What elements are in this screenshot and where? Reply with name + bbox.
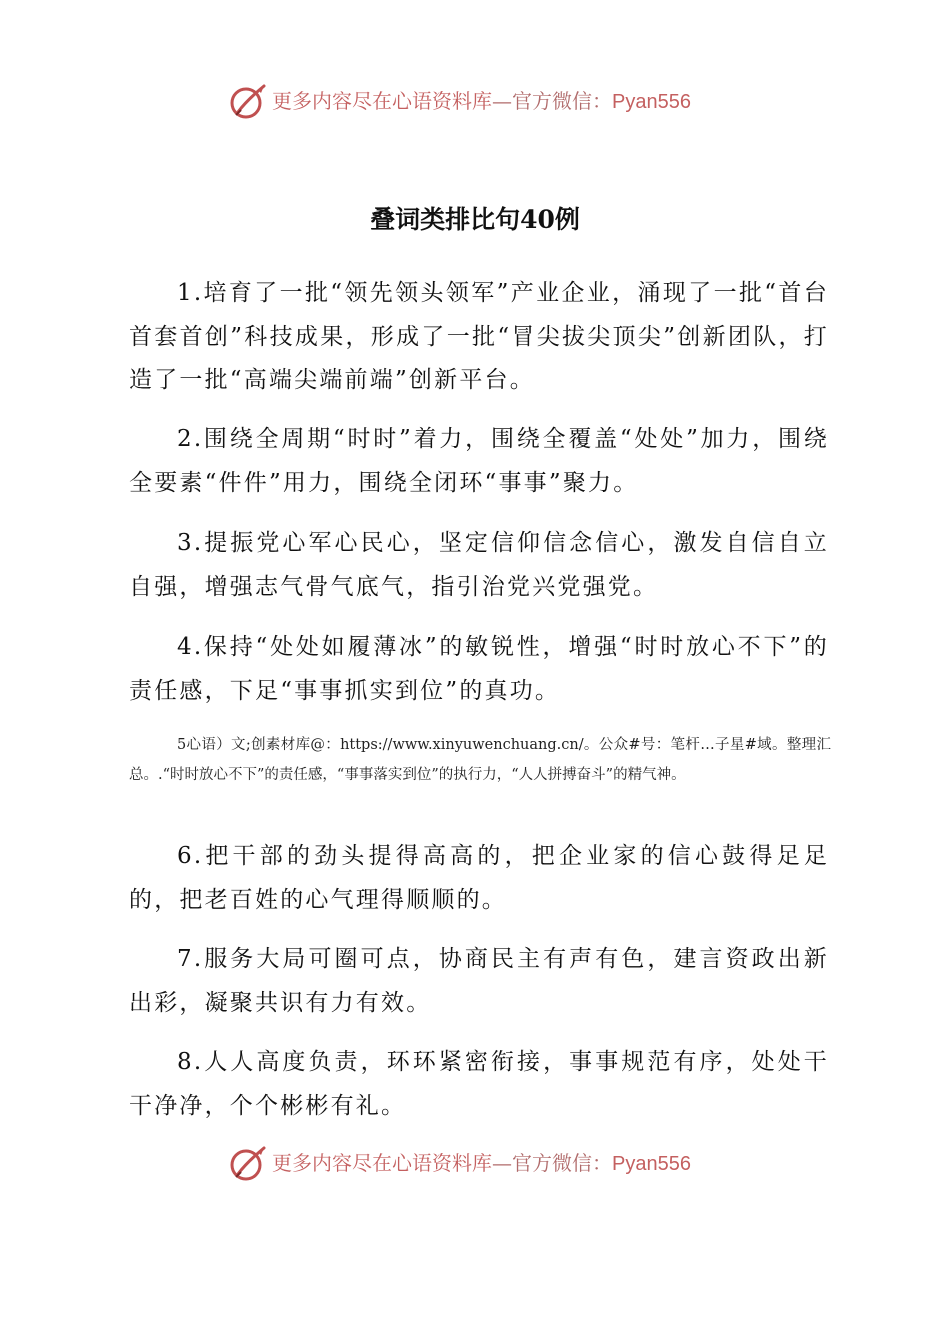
list-item: 7.服务大局可圈可点，协商民主有声有色，建言资政出新出彩，凝聚共识有力有效。 [129, 946, 829, 1016]
list-item: 8.人人高度负责，环环紧密衔接，事事规范有序，处处干干净净，个个彬彬有礼。 [129, 1049, 829, 1119]
page-title: 叠词类排比句40例 [370, 205, 580, 234]
list-item: 4.保持“处处如履薄冰”的敏锐性，增强“时时放心不下”的责任感，下足“事事抓实到位”的真功。 [129, 634, 829, 704]
list-item: 3.提振党心军心民心，坚定信仰信念信心，激发自信自立自强，增强志气骨气底气，指引治党兴党强党。 [129, 530, 829, 600]
banner-text: 更多内容尽在心语资料库—官方微信：Pyan556 [272, 89, 691, 113]
pen-logo-icon [228, 1144, 268, 1184]
header-banner [0, 80, 950, 124]
list-item: 2.围绕全周期“时时”着力，围绕全覆盖“处处”加力，围绕全要素“件件”用力，围绕全闭环“事事”聚力。 [129, 426, 829, 496]
footer-banner [0, 1142, 950, 1186]
list-item: 1.培育了一批“领先领头领军”产业企业，涌现了一批“首台首套首创”科技成果，形成了一批“冒尖拔尖顶尖”创新团队，打造了一批“高端尖端前端”创新平台。 [129, 280, 829, 393]
pen-logo-icon [228, 82, 268, 122]
source-note: 5心语）文;创素材库@：https://www.xinyuwenchuang.cn/。公众#号：笔杆…子星#域。整理汇总。.“时时放心不下”的责任感，“事事落实到位”的执行力，“人人拼搏奋斗”的精气神。 [129, 737, 831, 783]
list-item: 6.把干部的劲头提得高高的，把企业家的信心鼓得足足的，把老百姓的心气理得顺顺的。 [129, 843, 829, 913]
banner-text: 更多内容尽在心语资料库—官方微信：Pyan556 [272, 1151, 691, 1175]
